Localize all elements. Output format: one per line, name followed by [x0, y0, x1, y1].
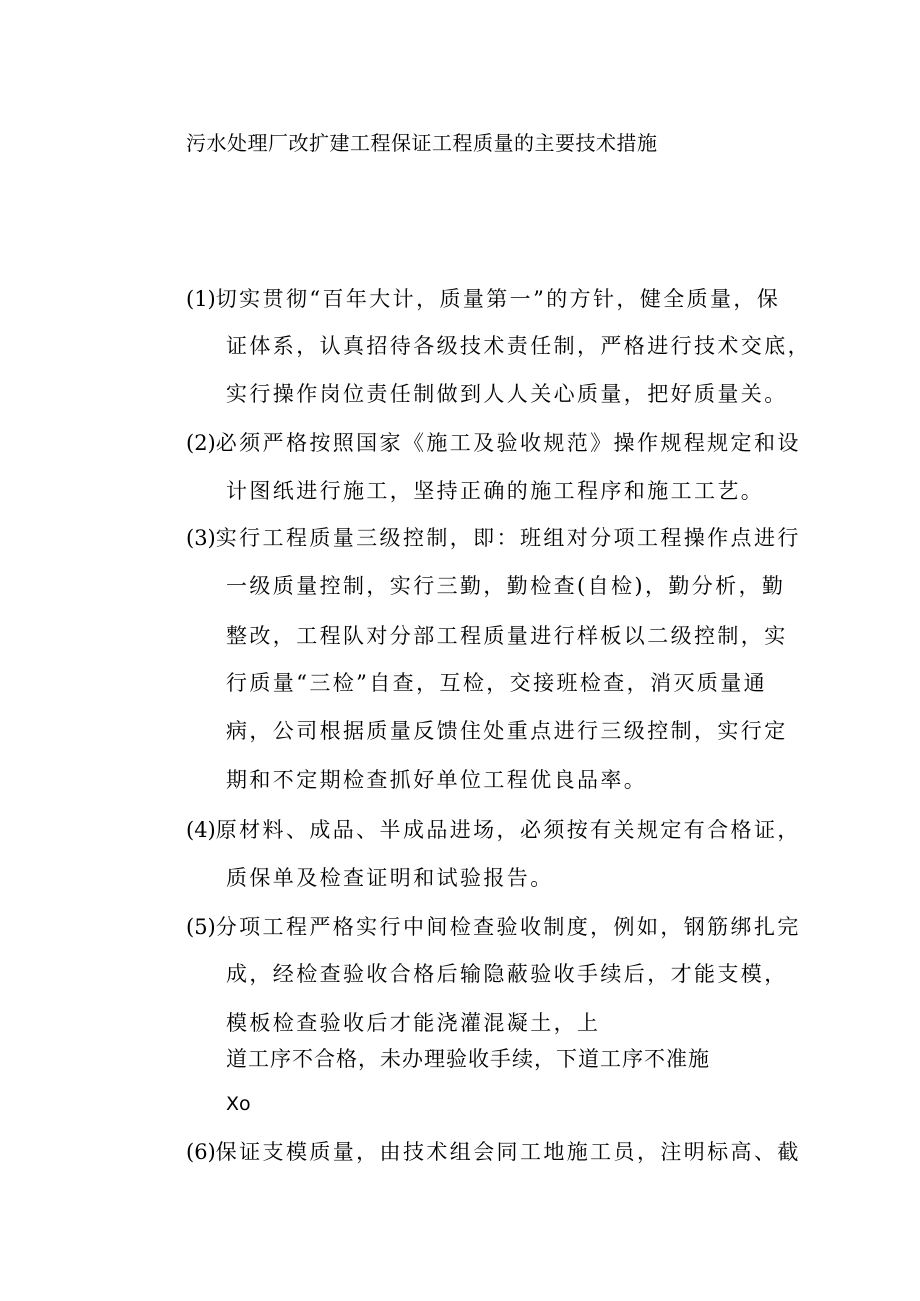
- document-title: 污水处理厂改扩建工程保证工程质量的主要技术措施: [186, 131, 658, 155]
- list-item-5-line-4: 道工序不合格，未办理验收手续，下道工序不准施: [226, 1047, 710, 1071]
- list-item-2-line-1: [186, 427, 801, 457]
- list-item-3-line-5: 病，公司根据质量反馈住处重点进行三级控制，实行定: [226, 719, 788, 743]
- item-text: 实行工程质量三级控制，即：班组对分项工程操作点进行: [215, 526, 801, 550]
- item-number: (5): [186, 915, 216, 939]
- item-number: (6): [186, 1140, 216, 1164]
- list-item-3-line-3: 整改，工程队对分部工程质量进行样板以二级控制，实: [226, 624, 788, 648]
- item-number: (2): [186, 431, 216, 455]
- list-item-5-line-3: 模板检查验收后才能浇灌混凝土，上: [226, 1011, 601, 1035]
- list-item-2-line-2: 计图纸进行施工，坚持正确的施工程序和施工工艺。: [226, 479, 765, 503]
- item-text: 原材料、成品、半成品进场，必须按有关规定有合格证，: [215, 818, 801, 842]
- list-item-4-line-1: [186, 814, 801, 844]
- list-item-4-line-2: 质保单及检查证明和试验报告。: [226, 866, 554, 890]
- item-number: (3): [186, 526, 216, 550]
- list-item-5-line-1: [186, 911, 801, 941]
- list-item-5-line-2: 成，经检查验收合格后输隐蔽验收手续后，才能支模，: [226, 962, 788, 986]
- item-text: 保证支模质量，由技术组会同工地施工员，注明标高、截: [215, 1140, 801, 1164]
- list-item-3-line-4: 行质量“三检”自查，互检，交接班检查，消灭质量通: [226, 671, 768, 695]
- list-item-1-line-3: 实行操作岗位责任制做到人人关心质量，把好质量关。: [226, 382, 788, 406]
- item-number: (4): [186, 818, 216, 842]
- list-item-3-line-6: 期和不定期检查抓好单位工程优良品率。: [226, 768, 648, 792]
- list-item-3-line-1: [186, 522, 801, 552]
- list-item-6-line-1: [186, 1136, 801, 1166]
- list-item-1-line-2: 证体系，认真招待各级技术责任制，严格进行技术交底，: [226, 334, 811, 358]
- item-text: 必须严格按照国家《施工及验收规范》操作规程规定和设: [215, 431, 801, 455]
- item-text: 切实贯彻“百年大计，质量第一”的方针，健全质量，保: [215, 287, 781, 311]
- item-number: (1): [186, 287, 216, 311]
- list-item-3-line-2: 一级质量控制，实行三勤，勤检查(自检)，勤分析，勤: [226, 574, 786, 598]
- list-item-5-line-5: Xo: [226, 1093, 251, 1115]
- list-item-1-line-1: [186, 283, 780, 313]
- item-text: 分项工程严格实行中间检查验收制度，例如，钢筋绑扎完: [215, 915, 801, 939]
